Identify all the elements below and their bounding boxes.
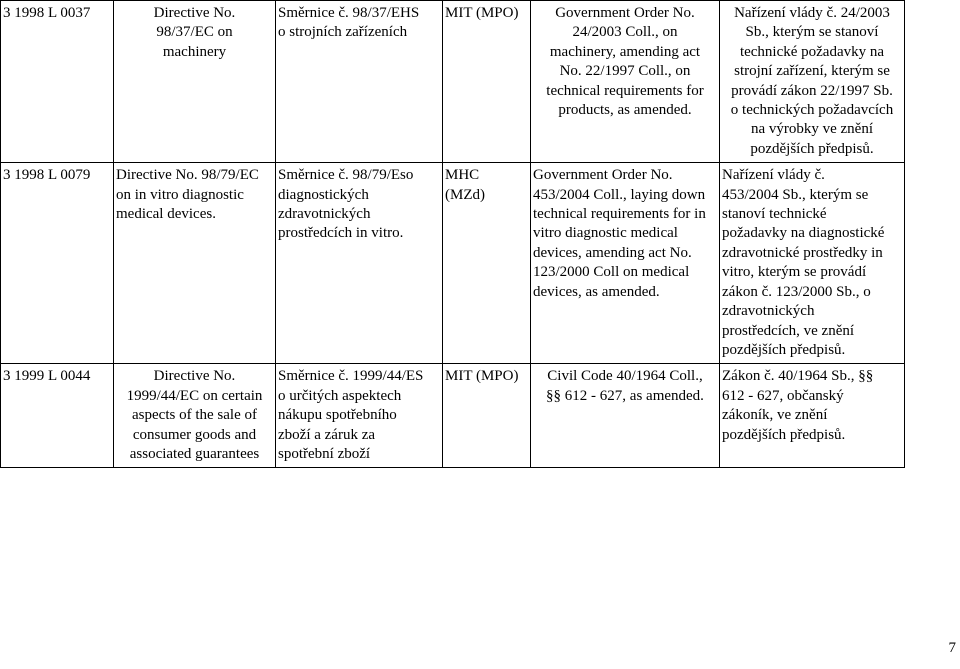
national-measure-en-cell: Civil Code 40/1964 Coll., §§ 612 - 627, as amended. (531, 364, 720, 468)
national-measure-cz-cell: Nařízení vlády č. 24/2003 Sb., kterým se stanoví technické požadavky na strojní zařízení, kterým se provádí zákon 22/1997 Sb. o technických požadavcích na výrobky ve znění pozdějších předpisů. (720, 1, 905, 163)
directive-cell: Directive No. 1999/44/EC on certain aspects of the sale of consumer goods and associated guarantees (114, 364, 276, 468)
table-row (1, 163, 905, 364)
national-measure-en-cell: Government Order No. 24/2003 Coll., on machinery, amending act No. 22/1997 Coll., on technical requirements for products, as amended. (531, 1, 720, 163)
page-number: 7 (948, 640, 956, 656)
authority-cell: MIT (MPO) (443, 364, 531, 468)
directive-cell: Directive No. 98/37/EC on machinery (114, 1, 276, 163)
celex-number-cell: 3 1998 L 0079 (1, 163, 114, 364)
national-measure-cz-cell: Nařízení vlády č. 453/2004 Sb., kterým se stanoví technické požadavky na diagnostické zdravotnické prostředky in vitro, kterým se provádí zákon č. 123/2000 Sb., o zdravotnických prostředcích, ve znění pozdějších předpisů. (720, 163, 905, 364)
authority-cell: MHC (MZd) (443, 163, 531, 364)
national-measure-en-cell: Government Order No. 453/2004 Coll., laying down technical requirements for in vitro diagnostic medical devices, amending act No. 123/2000 Coll on medical devices, as amended. (531, 163, 720, 364)
czech-directive-cell: Směrnice č. 1999/44/ES o určitých aspektech nákupu spotřebního zboží a záruk za spotřební zboží (276, 364, 443, 468)
czech-directive-cell: Směrnice č. 98/79/Eso diagnostických zdravotnických prostředcích in vitro. (276, 163, 443, 364)
czech-directive-cell: Směrnice č. 98/37/EHS o strojních zařízeních (276, 1, 443, 163)
table-row (1, 364, 905, 468)
celex-number-cell: 3 1998 L 0037 (1, 1, 114, 163)
directive-cell: Directive No. 98/79/EC on in vitro diagnostic medical devices. (114, 163, 276, 364)
table-row (1, 1, 905, 163)
national-measure-cz-cell: Zákon č. 40/1964 Sb., §§ 612 - 627, občanský zákoník, ve znění pozdějších předpisů. (720, 364, 905, 468)
celex-number-cell: 3 1999 L 0044 (1, 364, 114, 468)
authority-cell: MIT (MPO) (443, 1, 531, 163)
